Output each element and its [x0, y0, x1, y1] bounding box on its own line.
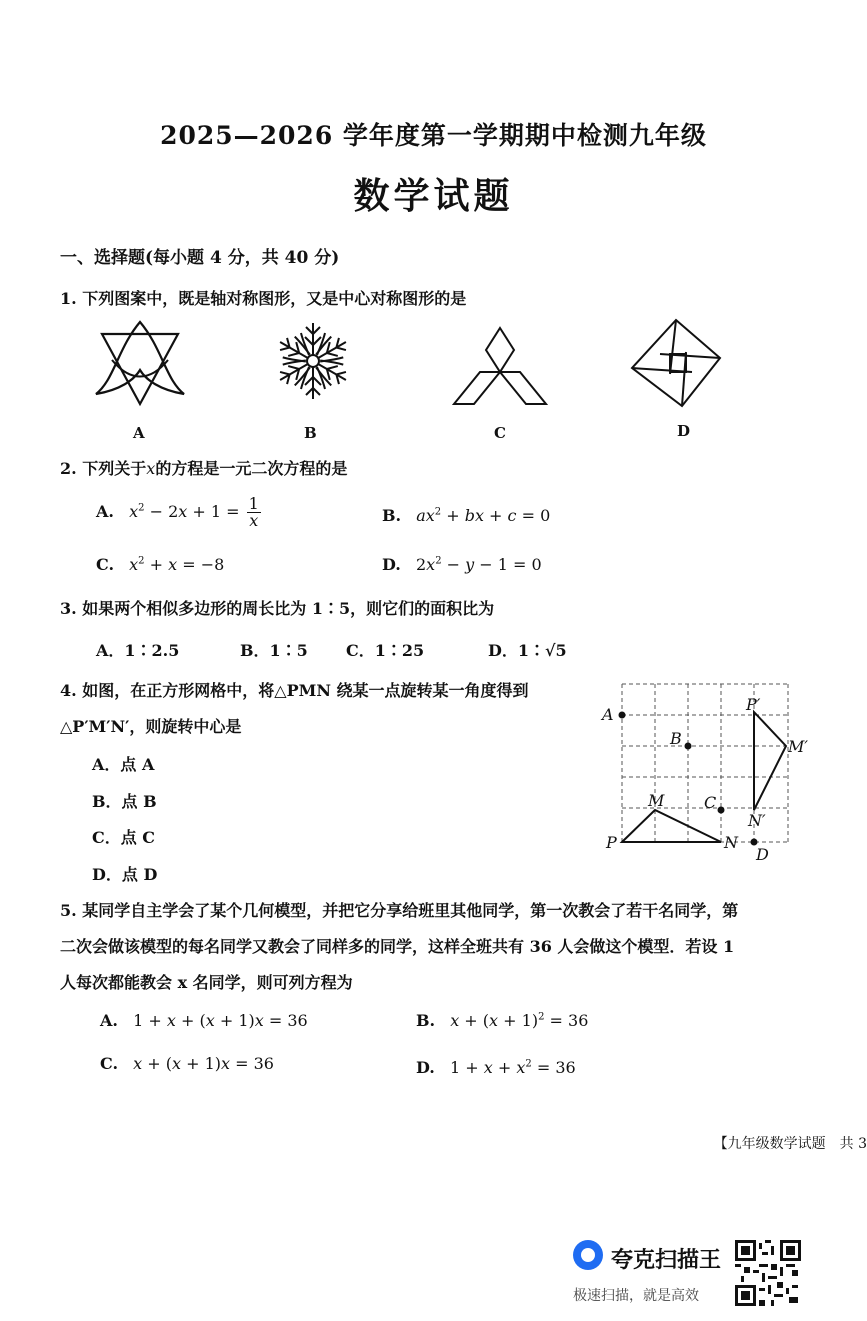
q2-stem-suffix: 的方程是一元二次方程的是: [155, 459, 348, 478]
q5-line2: 二次会做该模型的每名同学又教会了同样多的同学，这样全班共有 36 人会做这个模型．若设 1: [60, 937, 735, 956]
q2-option-b: [382, 506, 550, 525]
q4-option-d: D．点 D: [92, 865, 158, 884]
q5-option-c-label: C.: [100, 1054, 119, 1073]
q4-option-a: A．点 A: [92, 755, 155, 774]
q5-option-d-label: D.: [416, 1058, 435, 1077]
q5-option-c: [100, 1054, 274, 1073]
q2-option-d-label: D.: [382, 555, 401, 574]
q4-label-c: C: [704, 793, 717, 812]
q2-option-d-expr: $2x^2 - y - 1 = 0$: [415, 555, 542, 574]
q2-option-c-label: C.: [96, 555, 115, 574]
page-footer: 【九年级数学试题 共 3: [713, 1136, 867, 1152]
q1-figure-d: [630, 318, 722, 410]
q4-stem-line1: 4. 如图，在正方形网格中，将△PMN 绕某一点旋转某一角度得到: [60, 681, 529, 700]
scanner-logo-icon: [573, 1240, 603, 1270]
q4-option-b: B．点 B: [92, 792, 157, 811]
q5-line3: 人每次都能教会 x 名同学，则可列方程为: [60, 973, 353, 992]
watermark-brand: 夸克扫描王: [611, 1248, 722, 1273]
q2-option-a: [96, 496, 261, 529]
q5-line1: 5. 某同学自主学会了某个几何模型，并把它分享给班里其他同学，第一次教会了若干名同学，第: [60, 901, 739, 920]
watermark-slogan: 极速扫描，就是高效: [573, 1288, 699, 1304]
q5-option-c-expr: x + (x + 1)x = 36: [133, 1054, 274, 1073]
q5-option-a-expr: 1 + x + (x + 1)x = 36: [133, 1011, 308, 1030]
q2-stem-var: x: [146, 459, 156, 478]
q4-label-m: M: [648, 791, 665, 810]
q2-option-b-expr: $ax^2$ + bx + c = 0: [416, 506, 551, 525]
q3-option-a: A．1∶2.5: [96, 641, 180, 660]
q3-stem: 3. 如果两个相似多边形的周长比为 1∶5，则它们的面积比为: [60, 599, 495, 618]
q5-option-a-label: A.: [100, 1011, 118, 1030]
q2-option-a-label: A.: [96, 502, 114, 521]
q4-option-c: C．点 C: [92, 828, 156, 847]
q3-option-c: C．1∶25: [346, 641, 425, 660]
q1-label-d: D: [677, 422, 691, 440]
q4-label-p-prime: P′: [746, 695, 761, 714]
q2-option-c: [96, 555, 224, 574]
q4-label-a: A: [602, 705, 614, 724]
q4-grid-figure: [598, 676, 809, 864]
exam-title: 数学试题: [353, 175, 514, 217]
q1-figure-c: [450, 326, 550, 408]
q2-option-c-expr: $x^2 + x = -8$: [129, 555, 225, 574]
q1-stem: 1. 下列图案中，既是轴对称图形，又是中心对称图形的是: [60, 289, 467, 308]
qr-code-icon: [735, 1240, 801, 1306]
q2-stem-prefix: 2. 下列关于: [60, 459, 147, 478]
q5-option-d-expr: $1 + x + x^2 = 36$: [449, 1058, 576, 1077]
q1-figure-b: [270, 318, 356, 404]
q2-option-b-label: B.: [382, 506, 402, 525]
q2-stem: [60, 456, 347, 479]
q3-option-d: D．1∶√5: [488, 641, 567, 660]
q4-label-d: D: [756, 845, 769, 864]
q5-option-b-expr: $x + (x + 1)^2 = 36$: [450, 1011, 589, 1030]
q1-label-b: B: [304, 424, 317, 442]
q5-option-b: [416, 1011, 588, 1030]
q1-label-a: A: [133, 424, 145, 442]
q4-label-n-prime: N′: [748, 811, 766, 830]
q1-figure-a: [90, 320, 190, 412]
q1-label-c: C: [494, 424, 506, 442]
q5-option-d: [416, 1058, 576, 1077]
q4-label-n: N: [724, 833, 738, 852]
q5-option-a: [100, 1011, 308, 1030]
section-heading: 一、选择题(每小题 4 分，共 40 分): [60, 248, 340, 268]
q3-option-b: B．1∶5: [240, 641, 308, 660]
q4-label-b: B: [670, 729, 682, 748]
q4-label-m-prime: M′: [788, 737, 809, 756]
exam-subtitle: 2025—2026 学年度第一学期期中检测九年级: [160, 121, 707, 150]
q4-stem-line2: △P′M′N′，则旋转中心是: [60, 717, 242, 736]
q2-option-a-expr: $x^2 - 2x + 1$ = $\frac{1}{x}$: [129, 494, 259, 530]
q5-option-b-label: B.: [416, 1011, 436, 1030]
q2-option-d: [382, 555, 542, 574]
q4-label-p: P: [606, 833, 617, 852]
